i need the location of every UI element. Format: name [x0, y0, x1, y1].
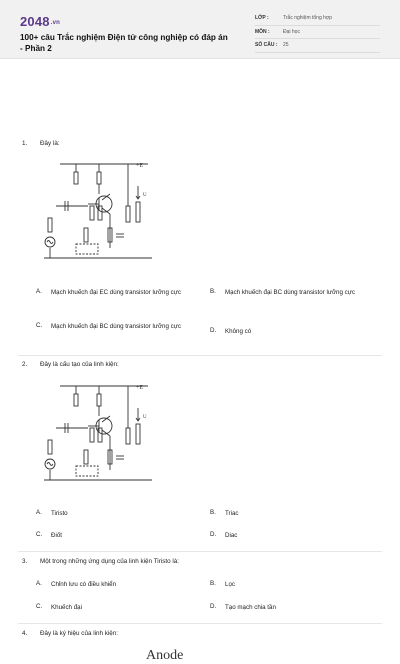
- question-text: Đây là:: [40, 140, 60, 147]
- option-text: Lọc: [225, 581, 235, 588]
- vcc-label: +E: [136, 385, 144, 391]
- option-text: Chỉnh lưu có điều khiển: [51, 581, 117, 588]
- option-text: Triac: [225, 510, 239, 517]
- meta-label: LỚP :: [255, 15, 269, 22]
- output-label: U: [143, 193, 147, 198]
- output-label: U: [143, 415, 147, 420]
- divider: [18, 551, 382, 552]
- meta-label: SỐ CÂU :: [255, 42, 278, 49]
- logo-brand: 2048: [20, 14, 50, 29]
- meta-panel: [255, 12, 380, 53]
- question-number: 3.: [22, 558, 28, 565]
- q1-option-c[interactable]: [36, 322, 211, 332]
- question-1: [22, 140, 60, 147]
- option-letter: A.: [36, 509, 42, 516]
- option-letter: B.: [210, 288, 216, 295]
- q2-option-a[interactable]: [36, 509, 211, 519]
- option-letter: A.: [36, 288, 42, 295]
- option-text: Mạch khuếch đại BC dùng transistor lưỡng cực: [51, 323, 181, 330]
- meta-value: 25: [283, 42, 289, 49]
- meta-value: Trắc nghiệm tổng hợp: [283, 15, 332, 22]
- site-logo[interactable]: [20, 14, 60, 29]
- circuit-diagram-2: [40, 378, 158, 493]
- option-text: Khuếch đại: [51, 604, 82, 611]
- question-2: [22, 361, 119, 368]
- q3-option-c[interactable]: [36, 603, 211, 613]
- question-number: 4.: [22, 630, 28, 637]
- question-3: [22, 558, 179, 565]
- option-text: Tạo mạch chia tần: [225, 604, 276, 611]
- option-letter: D.: [210, 603, 217, 610]
- page-title: 100+ câu Trắc nghiệm Điện tử công nghiệp có đáp án - Phần 2: [20, 33, 228, 53]
- meta-row-lop: [255, 12, 380, 26]
- q2-option-d[interactable]: [210, 531, 382, 541]
- vcc-label: +E: [136, 163, 144, 169]
- option-text: Mạch khuếch đại BC dùng transistor lưỡng cực: [225, 289, 355, 296]
- meta-label: MÔN :: [255, 28, 270, 35]
- question-text: Đây là ký hiệu của linh kiện:: [40, 630, 119, 637]
- question-text: Một trong những ứng dụng của linh kiện Tiristo là:: [40, 558, 179, 565]
- page-header: [0, 0, 400, 59]
- option-text: Diac: [225, 532, 238, 539]
- option-text: Điốt: [51, 532, 63, 539]
- circuit-diagram-1: [40, 156, 158, 271]
- question-4: [22, 630, 118, 637]
- q1-option-b[interactable]: [210, 288, 382, 298]
- option-letter: C.: [36, 531, 43, 538]
- question-text: Đây là cấu tạo của linh kiện:: [40, 361, 119, 368]
- question-number: 2.: [22, 361, 28, 368]
- option-letter: B.: [210, 509, 216, 516]
- q2-option-c[interactable]: [36, 531, 211, 541]
- q1-option-d[interactable]: [210, 327, 382, 337]
- logo-suffix: .vn: [50, 19, 61, 26]
- question-number: 1.: [22, 140, 28, 147]
- q3-option-a[interactable]: [36, 580, 211, 590]
- option-letter: D.: [210, 531, 217, 538]
- q3-option-b[interactable]: [210, 580, 382, 590]
- option-letter: C.: [36, 603, 43, 610]
- meta-row-mon: [255, 26, 380, 40]
- divider: [18, 355, 382, 356]
- option-text: Mạch khuếch đại EC dùng transistor lưỡng cực: [51, 289, 181, 296]
- divider: [18, 623, 382, 624]
- option-letter: B.: [210, 580, 216, 587]
- q3-option-d[interactable]: [210, 603, 382, 613]
- anode-label: Anode: [146, 648, 184, 663]
- option-text: Tiristo: [51, 510, 68, 517]
- option-letter: D.: [210, 327, 217, 334]
- meta-value: Đại học: [283, 28, 300, 35]
- option-letter: C.: [36, 322, 43, 329]
- option-letter: A.: [36, 580, 42, 587]
- meta-row-socau: [255, 39, 380, 53]
- q2-option-b[interactable]: [210, 509, 382, 519]
- option-text: Không có: [225, 328, 252, 335]
- q1-option-a[interactable]: [36, 288, 211, 298]
